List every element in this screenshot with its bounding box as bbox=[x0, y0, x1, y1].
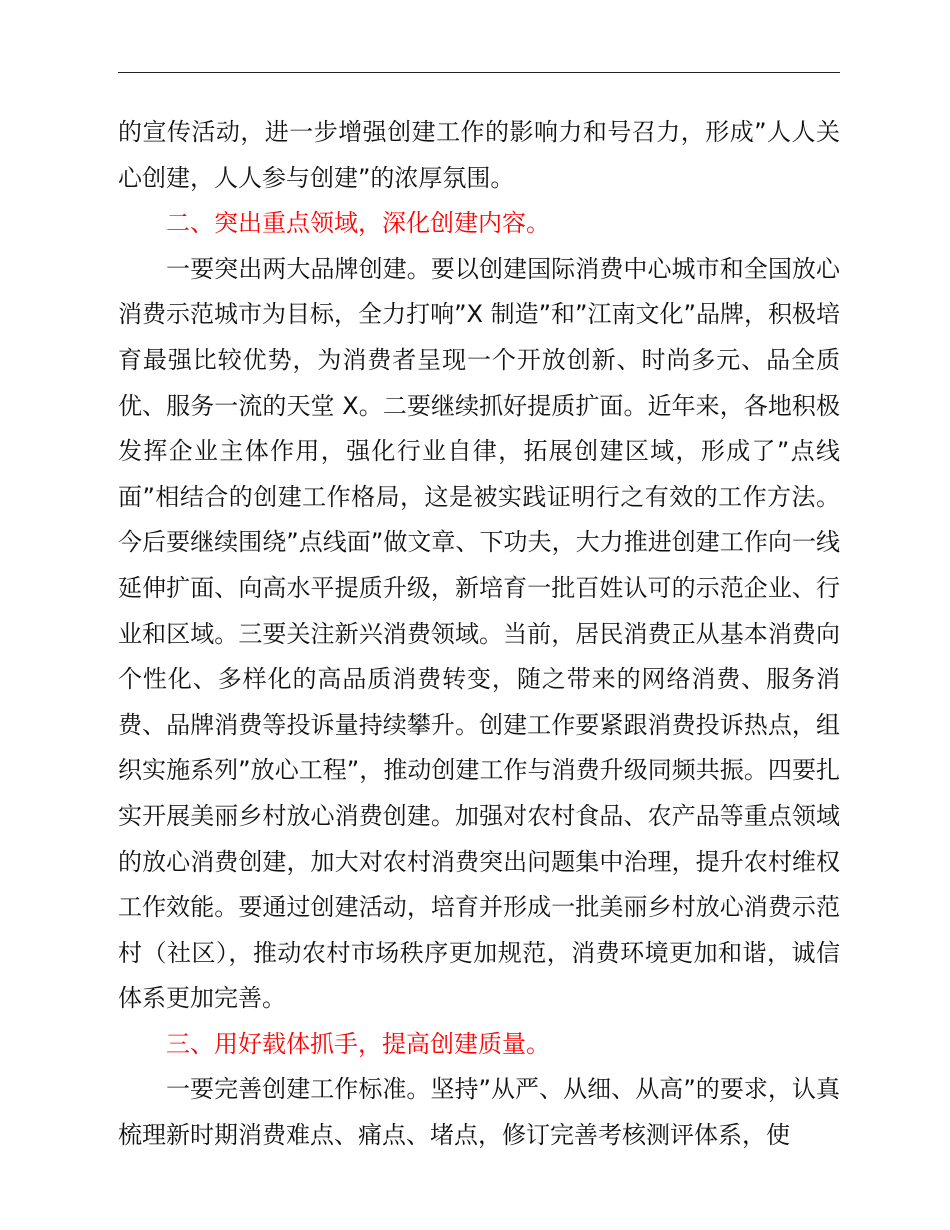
paragraph-section-two-body: 一要突出两大品牌创建。要以创建国际消费中心城市和全国放心消费示范城市为目标，全力打响”X 制造”和”江南文化”品牌，积极培育最强比较优势，为消费者呈现一个开放创新、时尚多元、品全质优、服务一流的天堂 X。二要继续抓好提质扩面。近年来，各地积极发挥企业主体作用，强化行业自律，拓展创建区域，形成了”点线面”相结合的创建工作格局，这是被实践证明行之有效的工作方法。今后要继续围绕”点线面”做文章、下功夫，大力推进创建工作向一线延伸扩面、向高水平提质升级，新培育一批百姓认可的示范企业、行业和区域。三要关注新兴消费领域。当前，居民消费正从基本消费向个性化、多样化的高品质消费转变，随之带来的网络消费、服务消费、品牌消费等投诉量持续攀升。创建工作要紧跟消费投诉热点，组织实施系列”放心工程”，推动创建工作与消费升级同频共振。四要扎实开展美丽乡村放心消费创建。加强对农村食品、农产品等重点领域的放心消费创建，加大对农村消费突出问题集中治理，提升农村维权工作效能。要通过创建活动，培育并形成一批美丽乡村放心消费示范村（社区），推动农村市场秩序更加规范，消费环境更加和谐，诚信体系更加完善。 bbox=[118, 254, 840, 1013]
paragraph-continuation: 的宣传活动，进一步增强创建工作的影响力和号召力，形成”人人关心创建，人人参与创建”的浓厚氛围。 bbox=[118, 118, 840, 192]
header-rule bbox=[118, 72, 840, 73]
paragraph-section-three-body: 一要完善创建工作标准。坚持”从严、从细、从高”的要求，认真梳理新时期消费难点、痛点、堵点，修订完善考核测评体系，使 bbox=[118, 1075, 840, 1150]
document-body bbox=[118, 110, 840, 1159]
section-heading-two: 二、突出重点领域，深化创建内容。 bbox=[166, 209, 550, 238]
section-heading-three: 三、用好载体抓手，提高创建质量。 bbox=[166, 1029, 550, 1058]
